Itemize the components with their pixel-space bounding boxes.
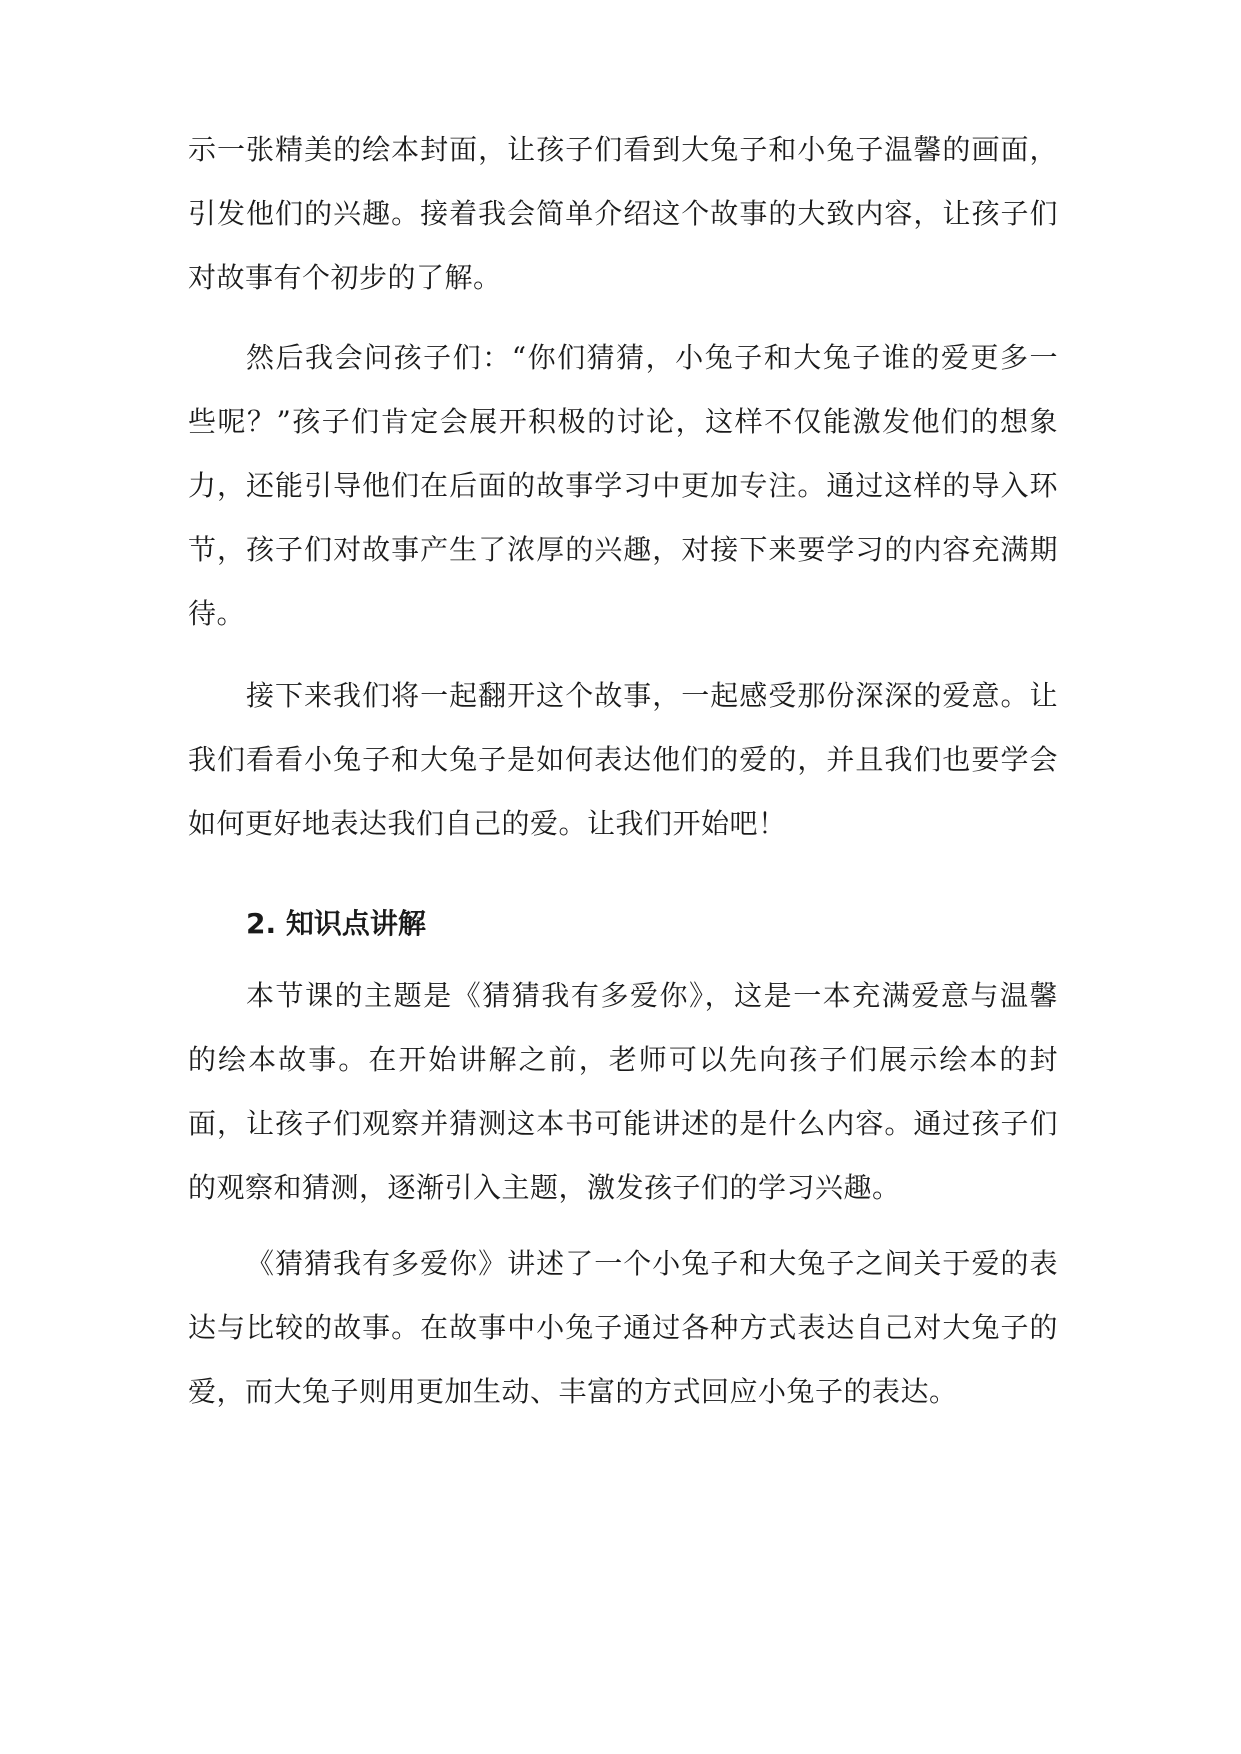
paragraph-cover-intro: 示一张精美的绘本封面，让孩子们看到大兔子和小兔子温馨的画面，引发他们的兴趣。接着我会简单介绍这个故事的大致内容，让孩子们对故事有个初步的了解。 (188, 133, 1058, 294)
paragraph-story-summary: 《猜猜我有多爱你》讲述了一个小兔子和大兔子之间关于爱的表达与比较的故事。在故事中小兔子通过各种方式表达自己对大兔子的爱，而大兔子则用更加生动、丰富的方式回应小兔子的表达。 (188, 1247, 1058, 1408)
paragraph-open-story: 接下来我们将一起翻开这个故事，一起感受那份深深的爱意。让我们看看小兔子和大兔子是如何表达他们的爱的，并且我们也要学会如何更好地表达我们自己的爱。让我们开始吧！ (188, 679, 1058, 840)
paragraph-topic: 本节课的主题是《猜猜我有多爱你》，这是一本充满爱意与温馨的绘本故事。在开始讲解之前，老师可以先向孩子们展示绘本的封面，让孩子们观察并猜测这本书可能讲述的是什么内容。通过孩子们的观察和猜测，逐渐引入主题，激发孩子们的学习兴趣。 (188, 979, 1058, 1204)
paragraph-question: 然后我会问孩子们：“你们猜猜，小兔子和大兔子谁的爱更多一些呢？”孩子们肯定会展开积极的讨论，这样不仅能激发他们的想象力，还能引导他们在后面的故事学习中更加专注。通过这样的导入环节，孩子们对故事产生了浓厚的兴趣，对接下来要学习的内容充满期待。 (188, 341, 1058, 630)
section-heading: 2. 知识点讲解 (246, 907, 426, 940)
